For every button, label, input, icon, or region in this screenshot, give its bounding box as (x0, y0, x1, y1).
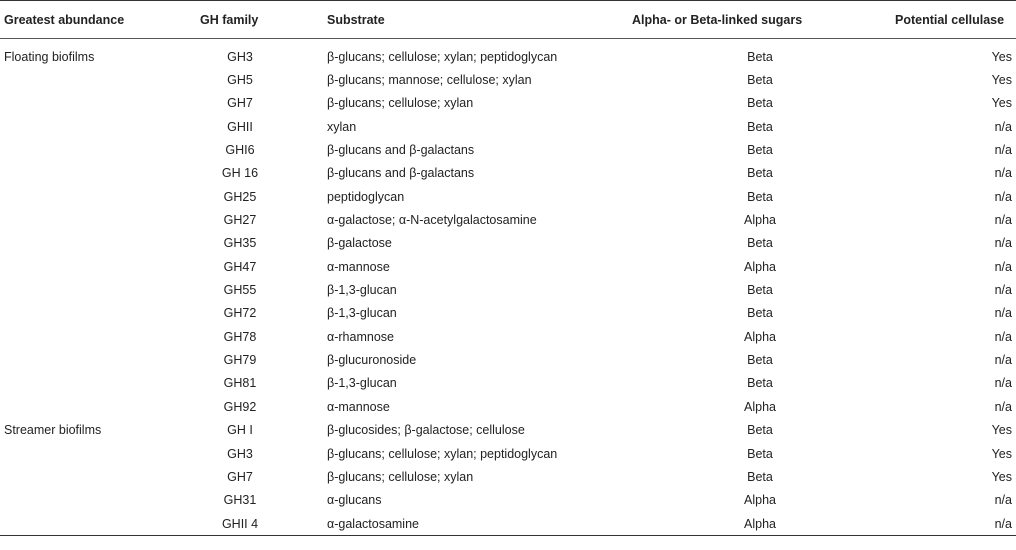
cell-linkage: Beta (747, 49, 773, 64)
cell-gh-family: GH5 (227, 73, 253, 88)
cell-linkage: Alpha (744, 213, 776, 228)
cell-potential-cellulase: n/a (994, 353, 1012, 368)
cell-gh-family: GHI6 (225, 143, 255, 158)
cell-greatest-abundance (0, 208, 155, 231)
cell-potential-cellulase: Yes (991, 96, 1012, 111)
table-row (0, 419, 1016, 442)
cell-linkage: Beta (747, 353, 773, 368)
cell-greatest-abundance: Streamer biofilms (4, 423, 102, 438)
cell-gh-family: GH25 (223, 189, 257, 204)
table-row (0, 255, 1016, 278)
cell-substrate: β-glucosides; β-galactose; cellulose (327, 423, 525, 438)
cell-greatest-abundance (0, 465, 155, 488)
header-potential-cellulase: Potential cellulase (895, 1, 1016, 39)
cell-substrate: α-rhamnose (327, 329, 394, 344)
table-row (0, 185, 1016, 208)
cell-substrate: α-galactose; α-N-acetylgalactosamine (327, 213, 537, 228)
cell-linkage: Beta (747, 236, 773, 251)
cell-gh-family: GH I (227, 423, 253, 438)
cell-greatest-abundance (0, 68, 155, 91)
cell-greatest-abundance (0, 115, 155, 138)
cell-greatest-abundance (0, 348, 155, 371)
cell-gh-family: GH47 (223, 259, 257, 274)
cell-linkage: Alpha (744, 259, 776, 274)
cell-gh-family: GH27 (223, 213, 257, 228)
cell-linkage: Alpha (625, 512, 895, 536)
cell-linkage: Beta (747, 423, 773, 438)
cell-potential-cellulase: n/a (994, 376, 1012, 391)
cell-gh-family: GH92 (223, 399, 257, 414)
cell-greatest-abundance (0, 372, 155, 395)
cell-substrate: β-1,3-glucan (327, 376, 397, 391)
cell-linkage: Beta (747, 283, 773, 298)
cell-linkage: Beta (747, 469, 773, 484)
cell-potential-cellulase: n/a (994, 166, 1012, 181)
cell-linkage: Beta (747, 73, 773, 88)
cell-gh-family: GH78 (223, 329, 257, 344)
cell-greatest-abundance (0, 278, 155, 301)
header-row (0, 1, 1016, 39)
cell-gh-family: GH55 (223, 283, 257, 298)
cell-substrate: α-mannose (327, 259, 390, 274)
cell-linkage: Beta (747, 96, 773, 111)
cell-potential-cellulase: n/a (994, 329, 1012, 344)
cell-linkage: Beta (747, 189, 773, 204)
table-row (0, 465, 1016, 488)
cell-potential-cellulase: n/a (994, 306, 1012, 321)
cell-potential-cellulase: n/a (994, 283, 1012, 298)
cell-greatest-abundance (0, 489, 155, 512)
table-row (0, 162, 1016, 185)
cell-potential-cellulase: n/a (994, 493, 1012, 508)
cell-greatest-abundance (0, 185, 155, 208)
cell-substrate: β-glucans; mannose; cellulose; xylan (327, 73, 532, 88)
table-row (0, 325, 1016, 348)
cell-substrate: β-glucans; cellulose; xylan (327, 469, 474, 484)
header-substrate: Substrate (325, 1, 625, 39)
table-row (0, 302, 1016, 325)
cell-gh-family: GHII 4 (155, 512, 325, 536)
cell-substrate: peptidoglycan (327, 189, 405, 204)
cell-potential-cellulase: n/a (994, 143, 1012, 158)
cell-greatest-abundance (0, 92, 155, 115)
cell-potential-cellulase: Yes (991, 73, 1012, 88)
table-row (0, 489, 1016, 512)
cell-greatest-abundance (0, 325, 155, 348)
table-row (0, 232, 1016, 255)
cell-linkage: Beta (747, 446, 773, 461)
cell-gh-family: GHII (227, 119, 253, 134)
cell-linkage: Alpha (744, 493, 776, 508)
cell-gh-family: GH3 (227, 49, 253, 64)
cell-substrate: β-glucans and β-galactans (327, 166, 475, 181)
cell-substrate: β-glucans; cellulose; xylan (327, 96, 474, 111)
cell-potential-cellulase: n/a (994, 189, 1012, 204)
cell-greatest-abundance (0, 302, 155, 325)
table-row (0, 348, 1016, 371)
table-row (0, 68, 1016, 91)
cell-linkage: Beta (747, 143, 773, 158)
cell-greatest-abundance (0, 162, 155, 185)
cell-substrate: α-glucans (327, 493, 382, 508)
cell-gh-family: GH35 (223, 236, 257, 251)
cell-gh-family: GH81 (223, 376, 257, 391)
header-linkage: Alpha- or Beta-linked sugars (625, 1, 895, 39)
cell-potential-cellulase: Yes (991, 423, 1012, 438)
cell-potential-cellulase: Yes (991, 49, 1012, 64)
cell-potential-cellulase: n/a (895, 512, 1016, 536)
cell-substrate: β-1,3-glucan (327, 283, 397, 298)
cell-substrate: α-galactosamine (325, 512, 625, 536)
cell-substrate: β-glucans; cellulose; xylan; peptidoglycan (327, 49, 558, 64)
cell-gh-family: GH79 (223, 353, 257, 368)
cell-gh-family: GH 16 (221, 166, 259, 181)
cell-linkage: Alpha (744, 329, 776, 344)
cell-linkage: Alpha (744, 399, 776, 414)
cell-greatest-abundance (0, 395, 155, 418)
table-row (0, 442, 1016, 465)
cell-linkage: Beta (747, 376, 773, 391)
cell-linkage: Beta (747, 306, 773, 321)
cell-greatest-abundance (0, 232, 155, 255)
table-header (0, 1, 1016, 39)
cell-gh-family: GH7 (227, 96, 253, 111)
cell-gh-family: GH3 (227, 446, 253, 461)
table-row (0, 512, 1016, 536)
cell-potential-cellulase: Yes (991, 469, 1012, 484)
cell-greatest-abundance (0, 255, 155, 278)
cell-linkage: Beta (747, 166, 773, 181)
cell-greatest-abundance (0, 138, 155, 161)
cell-greatest-abundance (0, 442, 155, 465)
cell-potential-cellulase: n/a (994, 119, 1012, 134)
table-row (0, 92, 1016, 115)
cell-potential-cellulase: n/a (994, 236, 1012, 251)
table-row (0, 115, 1016, 138)
cell-substrate: β-1,3-glucan (327, 306, 397, 321)
cell-potential-cellulase: Yes (991, 446, 1012, 461)
cell-substrate: α-mannose (327, 399, 390, 414)
header-greatest-abundance: Greatest abundance (0, 1, 155, 39)
cell-linkage: Beta (747, 119, 773, 134)
table-row (0, 138, 1016, 161)
table-body (0, 39, 1016, 536)
cell-substrate: β-galactose (327, 236, 392, 251)
cell-substrate: β-glucans and β-galactans (327, 143, 475, 158)
table-row (0, 39, 1016, 69)
cell-substrate: xylan (327, 119, 357, 134)
cell-greatest-abundance (0, 512, 155, 536)
cell-potential-cellulase: n/a (994, 259, 1012, 274)
table-row (0, 208, 1016, 231)
table-row (0, 278, 1016, 301)
cell-gh-family: GH72 (223, 306, 257, 321)
cell-potential-cellulase: n/a (994, 399, 1012, 414)
table-row (0, 395, 1016, 418)
cell-potential-cellulase: n/a (994, 213, 1012, 228)
cell-gh-family: GH31 (223, 493, 257, 508)
cell-gh-family: GH7 (227, 469, 253, 484)
cell-substrate: β-glucans; cellulose; xylan; peptidoglycan (327, 446, 558, 461)
table-row (0, 372, 1016, 395)
cell-substrate: β-glucuronoside (327, 353, 417, 368)
header-gh-family: GH family (155, 1, 325, 39)
cell-greatest-abundance: Floating biofilms (4, 49, 95, 64)
